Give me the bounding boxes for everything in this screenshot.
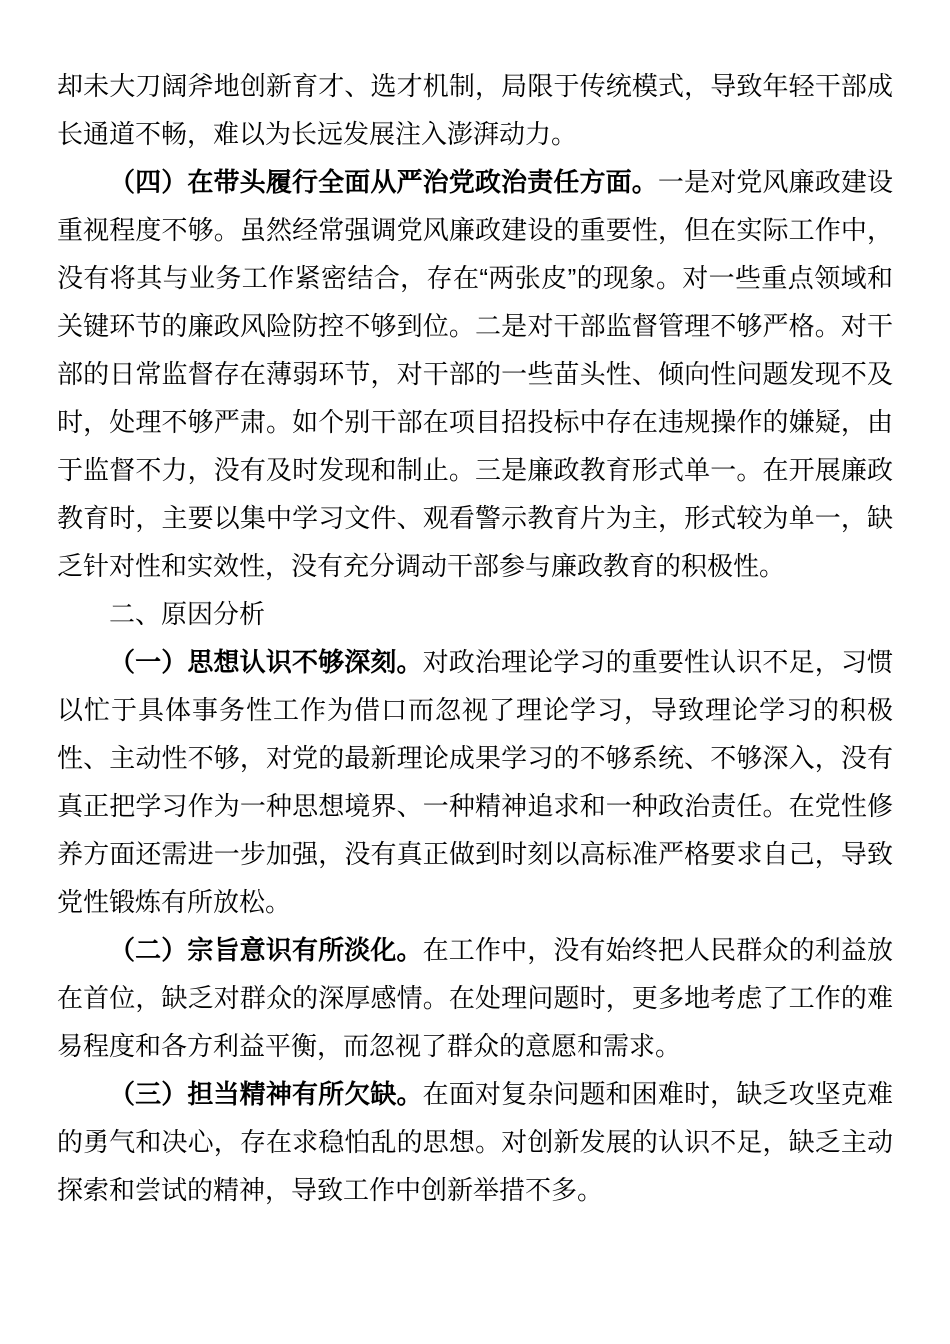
- paragraph-cause-2: [57, 926, 893, 1070]
- paragraph-text: 却未大刀阔斧地创新育才、选才机制，局限于传统模式，导致年轻干部成长通道不畅，难以为长远发展注入澎湃动力。: [57, 71, 893, 149]
- section-heading: [57, 590, 893, 638]
- paragraph-text: 在面对复杂问题和困难时，缺乏攻坚克难的勇气和决心，存在求稳怕乱的思想。对创新发展的认识不足，缺乏主动探索和尝试的精神，导致工作中创新举措不多。: [57, 1079, 893, 1205]
- paragraph-lead: （四）在带头履行全面从严治党政治责任方面。: [109, 167, 658, 197]
- section-heading-text: 二、原因分析: [109, 599, 266, 629]
- paragraph-lead: （一）思想认识不够深刻。: [109, 647, 423, 677]
- paragraph-text: 对政治理论学习的重要性认识不足，习惯以忙于具体事务性工作为借口而忽视了理论学习，导致理论学习的积极性、主动性不够，对党的最新理论成果学习的不够系统、不够深入，没有真正把学习作为一种思想境界、一种精神追求和一种政治责任。在党性修养方面还需进一步加强，没有真正做到时刻以高标准严格要求自己，导致党性锻炼有所放松。: [57, 647, 893, 917]
- paragraph-cause-1: [57, 638, 893, 926]
- paragraph-item-4: [57, 158, 893, 590]
- paragraph-lead: （二）宗旨意识有所淡化。: [109, 935, 423, 965]
- paragraph-continuation: [57, 62, 893, 158]
- paragraph-lead: （三）担当精神有所欠缺。: [109, 1079, 423, 1109]
- paragraph-cause-3: [57, 1070, 893, 1214]
- paragraph-text: 在工作中，没有始终把人民群众的利益放在首位，缺乏对群众的深厚感情。在处理问题时，更多地考虑了工作的难易程度和各方利益平衡，而忽视了群众的意愿和需求。: [57, 935, 893, 1061]
- paragraph-text: 一是对党风廉政建设重视程度不够。虽然经常强调党风廉政建设的重要性，但在实际工作中，没有将其与业务工作紧密结合，存在“两张皮”的现象。对一些重点领域和关键环节的廉政风险防控不够到位。二是对干部监督管理不够严格。对干部的日常监督存在薄弱环节，对干部的一些苗头性、倾向性问题发现不及时，处理不够严肃。如个别干部在项目招投标中存在违规操作的嫌疑，由于监督不力，没有及时发现和制止。三是廉政教育形式单一。在开展廉政教育时，主要以集中学习文件、观看警示教育片为主，形式较为单一，缺乏针对性和实效性，没有充分调动干部参与廉政教育的积极性。: [57, 167, 893, 581]
